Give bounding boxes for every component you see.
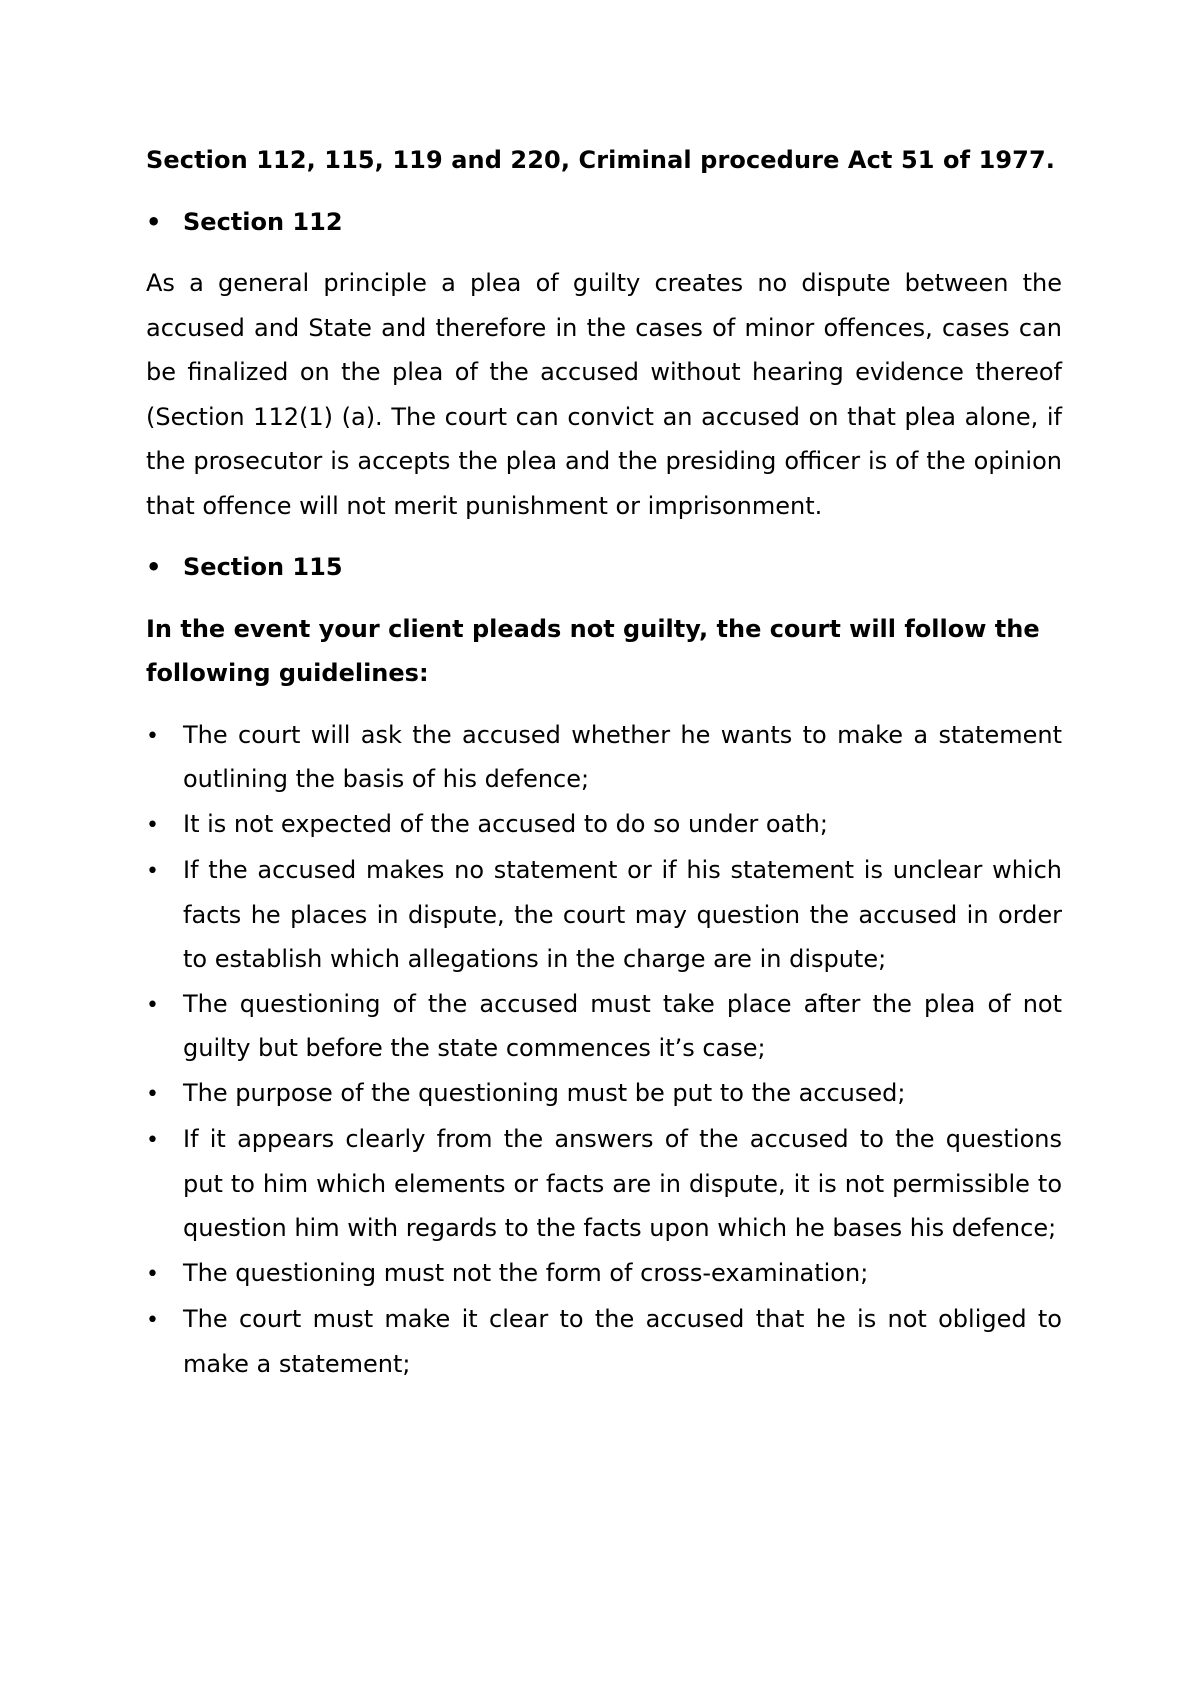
- list-item: [146, 982, 1062, 1071]
- list-item-text: The purpose of the questioning must be put to the accused;: [183, 1078, 906, 1107]
- bullet-icon: •: [146, 207, 162, 236]
- document-title: Section 112, 115, 119 and 220, Criminal procedure Act 51 of 1977.: [146, 146, 1055, 174]
- section-112-paragraph: As a general principle a plea of guilty creates no dispute between the accused and State and therefore in the cases of minor offences, cases can be finalized on the plea of the accused without hearing evidence thereof (Section 112(1) (a). The court can convict an accused on that plea alone, if the prosecutor is accepts the plea and the presiding officer is of the opinion that offence will not merit punishment or imprisonment.: [146, 269, 1062, 520]
- section-115-heading: [146, 545, 1062, 590]
- list-item-text: If it appears clearly from the answers of the accused to the questions put to him which elements or facts are in dispute, it is not permissible to question him with regards to the facts upon which he bases his defence;: [183, 1125, 1062, 1242]
- list-item: [146, 1251, 1062, 1298]
- list-item: [146, 1117, 1062, 1251]
- section-112-heading: [146, 200, 1062, 245]
- bullet-icon: •: [146, 1081, 159, 1107]
- list-item-text: The court must make it clear to the accused that he is not obliged to make a statement;: [183, 1305, 1062, 1378]
- bullet-icon: •: [146, 553, 162, 581]
- list-item: [146, 713, 1062, 802]
- list-item: [146, 802, 1062, 849]
- bullet-icon: •: [146, 1128, 159, 1153]
- section-115-heading-text: Section 115: [183, 553, 343, 581]
- section-115-intro: In the event your client pleads not guilty, the court will follow the following guidelines:: [146, 614, 1040, 687]
- list-item: [146, 1297, 1062, 1386]
- bullet-icon: •: [146, 992, 159, 1018]
- list-item-text: If the accused makes no statement or if his statement is unclear which facts he places in dispute, the court may question the accused in order to establish which allegations in the charge are in dispute;: [183, 856, 1062, 973]
- list-item-text: The court will ask the accused whether he wants to make a statement outlining the basis of his defence;: [183, 720, 1062, 793]
- bullet-icon: •: [146, 1261, 159, 1287]
- list-item-text: The questioning of the accused must take place after the plea of not guilty but before the state commences it’s case;: [183, 989, 1062, 1062]
- document-page: [146, 138, 1062, 1386]
- list-item: [146, 848, 1062, 982]
- bullet-icon: •: [146, 723, 159, 749]
- bullet-icon: •: [146, 812, 159, 838]
- section-112-heading-text: Section 112: [183, 207, 343, 236]
- bullet-icon: •: [146, 859, 159, 884]
- guidelines-list: [146, 713, 1062, 1387]
- bullet-icon: •: [146, 1308, 159, 1333]
- list-item-text: It is not expected of the accused to do so under oath;: [183, 809, 828, 838]
- list-item-text: The questioning must not the form of cross-examination;: [183, 1258, 869, 1287]
- list-item: [146, 1071, 1062, 1118]
